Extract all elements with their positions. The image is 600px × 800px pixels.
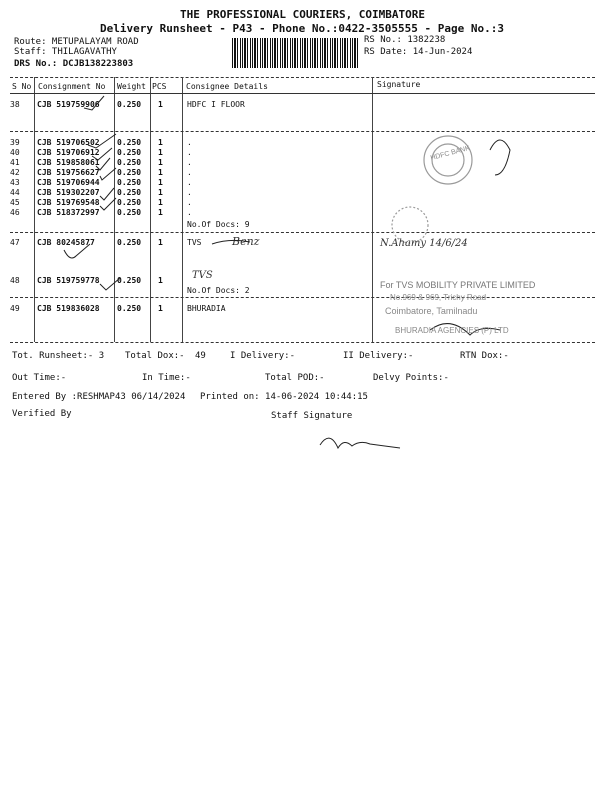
col-header-weight: Weight	[117, 82, 146, 91]
consignment-no: CJB 519759778	[37, 276, 100, 285]
tick-mark	[64, 244, 90, 258]
total-dox-value: 49	[195, 351, 206, 361]
pcs: 1	[158, 158, 163, 167]
handwritten-benz: Benz	[232, 235, 260, 248]
company-name: THE PROFESSIONAL COURIERS, COIMBATORE	[180, 8, 426, 21]
consignee-details: .	[187, 158, 192, 167]
handwritten-tvs: TVS	[192, 270, 213, 281]
i-delivery: I Delivery:-	[230, 351, 296, 361]
consignment-no: CJB 519302207	[37, 188, 100, 197]
sno: 44	[10, 188, 20, 197]
consignee-details: .	[187, 148, 192, 157]
consignee-details: BHURADIA	[187, 304, 226, 313]
hdfc-stamp-text: HDFC BANK	[429, 144, 471, 163]
sno: 45	[10, 198, 20, 207]
weight: 0.250	[117, 304, 142, 313]
weight: 0.250	[117, 158, 142, 167]
weight: 0.250	[117, 188, 142, 197]
consignment-no: CJB 519858061	[37, 158, 100, 167]
underline	[212, 240, 250, 244]
tvs-stamp-line1: For TVS MOBILITY PRIVATE LIMITED	[380, 280, 536, 290]
weight: 0.250	[117, 238, 142, 247]
sno: 38	[10, 100, 20, 109]
col-header-sno: S No	[12, 82, 32, 91]
in-time: In Time:-	[142, 373, 191, 383]
consignee-details: .	[187, 208, 192, 217]
pcs: 1	[158, 198, 163, 207]
route: Route: METUPALAYAM ROAD	[14, 37, 139, 47]
sno: 43	[10, 178, 20, 187]
consignment-no: CJB 519759906	[37, 100, 100, 109]
ii-delivery: II Delivery:-	[343, 351, 414, 361]
sno: 40	[10, 148, 20, 157]
consignment-no: CJB 80245877	[37, 238, 95, 247]
pcs: 1	[158, 178, 163, 187]
consignment-no: CJB 519706912	[37, 148, 100, 157]
staff-signature-label: Staff Signature	[271, 411, 353, 421]
col-header-signature: Signature	[377, 80, 421, 89]
consignment-no: CJB 519756627	[37, 168, 100, 177]
consignee-details: .	[187, 198, 192, 207]
docs-count: No.Of Docs: 2	[187, 286, 250, 295]
sno: 48	[10, 276, 20, 285]
consignee-details: .	[187, 178, 192, 187]
printed-on: Printed on: 14-06-2024 10:44:15	[200, 392, 368, 402]
consignment-no: CJB 519706502	[37, 138, 100, 147]
out-time: Out Time:-	[12, 373, 67, 383]
total-pod: Total POD:-	[265, 373, 325, 383]
sno: 41	[10, 158, 20, 167]
tick-mark	[84, 96, 104, 110]
rtn-dox: RTN Dox:-	[460, 351, 509, 361]
tick-mark	[92, 148, 112, 160]
rs-date: RS Date: 14-Jun-2024	[364, 47, 473, 57]
pcs: 1	[158, 304, 163, 313]
col-header-consignee: Consignee Details	[186, 82, 268, 91]
delvy-points: Delvy Points:-	[373, 373, 449, 383]
pcs: 1	[158, 276, 163, 285]
entered-by: Entered By :RESHMAP43 06/14/2024	[12, 392, 186, 402]
consignee-details: .	[187, 188, 192, 197]
handwritten-signature-date: N.Ahamy 14/6/24	[380, 238, 468, 249]
weight: 0.250	[117, 208, 142, 217]
weight: 0.250	[117, 168, 142, 177]
col-header-consignment: Consignment No	[38, 82, 106, 91]
total-dox-label: Total Dox:-	[125, 351, 185, 361]
tot-runsheet: Tot. Runsheet:- 3	[12, 351, 105, 361]
weight: 0.250	[117, 198, 142, 207]
col-header-pcs: PCS	[152, 82, 167, 91]
sno: 46	[10, 208, 20, 217]
signature-scribble	[490, 140, 510, 175]
pcs: 1	[158, 168, 163, 177]
sno: 42	[10, 168, 20, 177]
tick-mark	[100, 168, 116, 180]
rs-number: RS No.: 1382238	[364, 35, 446, 45]
consignee-details: .	[187, 168, 192, 177]
tick-mark	[88, 134, 116, 148]
weight: 0.250	[117, 138, 142, 147]
consignee-details: HDFC I FLOOR	[187, 100, 245, 109]
consignment-no: CJB 519706944	[37, 178, 100, 187]
sno: 49	[10, 304, 20, 313]
weight: 0.250	[117, 100, 142, 109]
pcs: 1	[158, 138, 163, 147]
consignment-no: CJB 518372997	[37, 208, 100, 217]
drs-number: DRS No.: DCJB138223803	[14, 59, 134, 69]
tvs-stamp-line2: No.969 & 969, Trichy Road	[390, 293, 487, 302]
pcs: 1	[158, 148, 163, 157]
weight: 0.250	[117, 178, 142, 187]
consignee-details: .	[187, 138, 192, 147]
consignee-details: TVS	[187, 238, 202, 247]
tvs-stamp-line3: Coimbatore, Tamilnadu	[385, 306, 478, 316]
staff-signature-scribble	[320, 438, 400, 448]
consignment-no: CJB 519836028	[37, 304, 100, 313]
sno: 47	[10, 238, 20, 247]
runsheet-title: Delivery Runsheet - P43 - Phone No.:0422-3505555 - Page No.:3	[100, 22, 504, 35]
pcs: 1	[158, 188, 163, 197]
docs-count: No.Of Docs: 9	[187, 220, 250, 229]
pcs: 1	[158, 238, 163, 247]
staff: Staff: THILAGAVATHY	[14, 47, 117, 57]
tick-mark	[100, 198, 116, 210]
weight: 0.250	[117, 148, 142, 157]
pcs: 1	[158, 208, 163, 217]
bhuradia-stamp: BHURADIA AGENCIES (P) LTD	[395, 326, 509, 335]
pcs: 1	[158, 100, 163, 109]
verified-by: Verified By	[12, 409, 72, 419]
weight: 0.250	[117, 276, 142, 285]
sno: 39	[10, 138, 20, 147]
tick-mark	[100, 278, 120, 290]
consignment-no: CJB 519769548	[37, 198, 100, 207]
tick-mark	[100, 188, 114, 200]
